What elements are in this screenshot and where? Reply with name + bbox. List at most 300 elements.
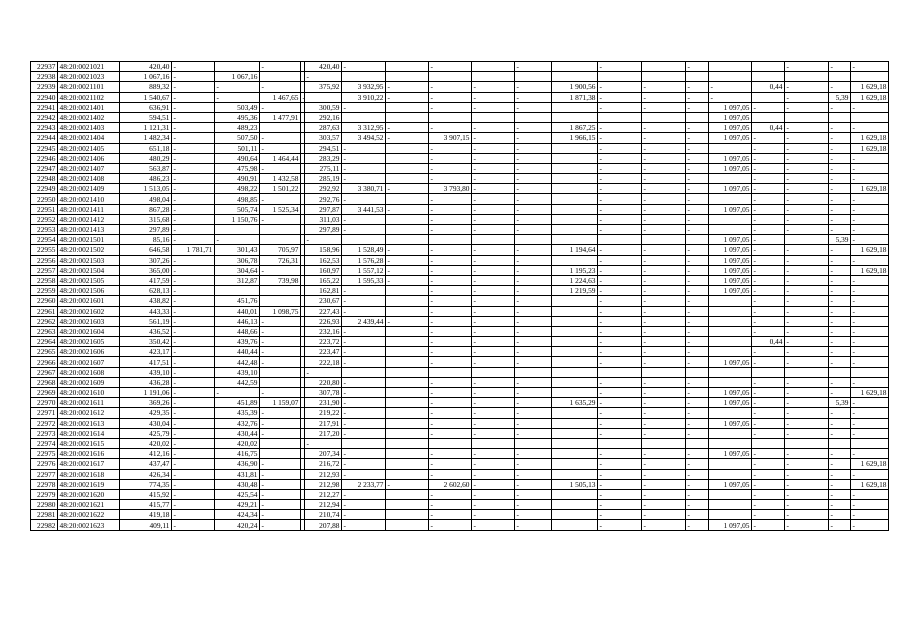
- value-cell: 1 097,05: [709, 112, 752, 122]
- value-cell: 5,39: [829, 92, 851, 102]
- value-cell: -: [515, 255, 552, 265]
- value-cell: -: [598, 286, 642, 296]
- value-cell: -: [598, 500, 642, 510]
- value-cell: 231,90: [305, 398, 342, 408]
- value-cell: -: [686, 347, 709, 357]
- value-cell: 1 097,05: [709, 184, 752, 194]
- value-cell: 285,19: [305, 174, 342, 184]
- table-row: [31, 275, 889, 285]
- value-cell: -: [686, 265, 709, 275]
- value-cell: -: [752, 459, 785, 469]
- value-cell: -: [686, 214, 709, 224]
- value-cell: 429,35: [120, 408, 172, 418]
- value-cell: -: [642, 510, 686, 520]
- value-cell: -: [515, 398, 552, 408]
- row-number-cell: 22968: [31, 377, 58, 387]
- value-cell: [552, 357, 598, 367]
- row-number-cell: 22947: [31, 163, 58, 173]
- value-cell: 1 097,05: [709, 398, 752, 408]
- value-cell: -: [785, 194, 829, 204]
- value-cell: -: [642, 398, 686, 408]
- value-cell: 303,57: [305, 133, 342, 143]
- value-cell: [552, 388, 598, 398]
- value-cell: -: [429, 265, 472, 275]
- value-cell: 420,40: [120, 62, 172, 72]
- value-cell: -: [515, 194, 552, 204]
- value-cell: 216,72: [305, 459, 342, 469]
- value-cell: -: [342, 62, 386, 72]
- value-cell: 1 067,16: [120, 72, 172, 82]
- value-cell: -: [172, 438, 215, 448]
- value-cell: [260, 286, 301, 296]
- value-cell: [552, 510, 598, 520]
- value-cell: -: [172, 326, 215, 336]
- value-cell: -: [472, 184, 515, 194]
- value-cell: 162,81: [305, 286, 342, 296]
- cadastral-number-cell: 48:20:0021602: [58, 306, 120, 316]
- row-number-cell: 22944: [31, 133, 58, 143]
- value-cell: -: [829, 123, 851, 133]
- value-cell: [386, 112, 429, 122]
- value-cell: -: [472, 255, 515, 265]
- value-cell: -: [686, 62, 709, 72]
- value-cell: -: [642, 479, 686, 489]
- table-row: [31, 408, 889, 418]
- value-cell: [386, 438, 429, 448]
- value-cell: -: [785, 510, 829, 520]
- value-cell: [686, 72, 709, 82]
- value-cell: -: [829, 143, 851, 153]
- value-cell: -: [642, 489, 686, 499]
- table-row: [31, 510, 889, 520]
- value-cell: -: [829, 459, 851, 469]
- value-cell: -: [515, 214, 552, 224]
- value-cell: -: [686, 418, 709, 428]
- value-cell: -: [785, 357, 829, 367]
- value-cell: -: [172, 123, 215, 133]
- value-cell: -: [598, 520, 642, 530]
- value-cell: -: [598, 296, 642, 306]
- value-cell: -: [785, 347, 829, 357]
- value-cell: -: [851, 123, 889, 133]
- value-cell: -: [172, 214, 215, 224]
- value-cell: -: [515, 225, 552, 235]
- value-cell: -: [642, 316, 686, 326]
- value-cell: -: [785, 459, 829, 469]
- value-cell: 436,28: [120, 377, 172, 387]
- value-cell: 1 097,05: [709, 265, 752, 275]
- cadastral-number-cell: 48:20:0021612: [58, 408, 120, 418]
- value-cell: 1 224,63: [552, 275, 598, 285]
- value-cell: -: [429, 306, 472, 316]
- cadastral-number-cell: 48:20:0021601: [58, 296, 120, 306]
- value-cell: -: [172, 347, 215, 357]
- value-cell: -: [851, 214, 889, 224]
- value-cell: 350,42: [120, 337, 172, 347]
- table-row: [31, 398, 889, 408]
- value-cell: -: [515, 449, 552, 459]
- value-cell: 212,98: [305, 479, 342, 489]
- value-cell: -: [686, 357, 709, 367]
- row-number-cell: 22973: [31, 428, 58, 438]
- value-cell: [386, 449, 429, 459]
- value-cell: -: [172, 286, 215, 296]
- value-cell: -: [686, 174, 709, 184]
- value-cell: -: [260, 102, 301, 112]
- value-cell: -: [785, 163, 829, 173]
- value-cell: -: [429, 326, 472, 336]
- value-cell: [472, 438, 515, 448]
- row-number-cell: 22963: [31, 326, 58, 336]
- value-cell: -: [429, 92, 472, 102]
- value-cell: -: [752, 347, 785, 357]
- value-cell: -: [686, 489, 709, 499]
- value-cell: -: [829, 204, 851, 214]
- value-cell: 1 432,58: [260, 174, 301, 184]
- value-cell: 1 194,64: [552, 245, 598, 255]
- value-cell: [386, 174, 429, 184]
- value-cell: -: [472, 153, 515, 163]
- value-cell: [386, 418, 429, 428]
- cadastral-number-cell: 48:20:0021608: [58, 367, 120, 377]
- value-cell: -: [829, 265, 851, 275]
- value-cell: -: [515, 306, 552, 316]
- value-cell: 1 097,05: [709, 520, 752, 530]
- value-cell: -: [172, 337, 215, 347]
- value-cell: 375,92: [305, 82, 342, 92]
- value-cell: 416,75: [215, 449, 260, 459]
- cadastral-number-cell: 48:20:0021623: [58, 520, 120, 530]
- row-number-cell: 22965: [31, 347, 58, 357]
- value-cell: -: [429, 398, 472, 408]
- value-cell: -: [686, 306, 709, 316]
- value-cell: -: [752, 194, 785, 204]
- value-cell: 160,97: [305, 265, 342, 275]
- value-cell: -: [829, 184, 851, 194]
- value-cell: -: [829, 255, 851, 265]
- value-cell: -: [598, 163, 642, 173]
- value-cell: [386, 459, 429, 469]
- value-cell: -: [851, 62, 889, 72]
- value-cell: 420,02: [120, 438, 172, 448]
- table-row: [31, 377, 889, 387]
- value-cell: 220,80: [305, 377, 342, 387]
- value-cell: -: [429, 388, 472, 398]
- value-cell: -: [829, 286, 851, 296]
- value-cell: -: [598, 489, 642, 499]
- value-cell: -: [851, 316, 889, 326]
- cadastral-number-cell: 48:20:0021407: [58, 163, 120, 173]
- value-cell: -: [342, 388, 386, 398]
- row-number-cell: 22966: [31, 357, 58, 367]
- value-cell: 207,34: [305, 449, 342, 459]
- value-cell: -: [260, 489, 301, 499]
- value-cell: -: [752, 265, 785, 275]
- value-cell: [642, 72, 686, 82]
- value-cell: -: [472, 296, 515, 306]
- value-cell: -: [851, 296, 889, 306]
- value-cell: -: [386, 82, 429, 92]
- value-cell: -: [752, 184, 785, 194]
- value-cell: -: [342, 418, 386, 428]
- value-cell: -: [342, 489, 386, 499]
- value-cell: -: [851, 102, 889, 112]
- value-cell: -: [429, 418, 472, 428]
- value-cell: [709, 428, 752, 438]
- value-cell: -: [642, 245, 686, 255]
- value-cell: -: [472, 489, 515, 499]
- value-cell: -: [642, 500, 686, 510]
- row-number-cell: 22971: [31, 408, 58, 418]
- value-cell: [260, 438, 301, 448]
- value-cell: -: [515, 326, 552, 336]
- cadastral-number-cell: 48:20:0021406: [58, 153, 120, 163]
- cadastral-number-cell: 48:20:0021617: [58, 459, 120, 469]
- value-cell: -: [515, 377, 552, 387]
- value-cell: -: [172, 357, 215, 367]
- value-cell: -: [472, 337, 515, 347]
- value-cell: [260, 72, 301, 82]
- value-cell: -: [686, 337, 709, 347]
- value-cell: -: [851, 357, 889, 367]
- value-cell: -: [598, 82, 642, 92]
- value-cell: 2 602,60: [429, 479, 472, 489]
- value-cell: -: [851, 174, 889, 184]
- value-cell: [709, 500, 752, 510]
- value-cell: [260, 235, 301, 245]
- value-cell: -: [642, 143, 686, 153]
- value-cell: [552, 337, 598, 347]
- value-cell: -: [342, 143, 386, 153]
- value-cell: [215, 225, 260, 235]
- value-cell: 563,87: [120, 163, 172, 173]
- value-cell: 1 635,29: [552, 398, 598, 408]
- value-cell: -: [598, 255, 642, 265]
- value-cell: -: [515, 510, 552, 520]
- value-cell: -: [829, 225, 851, 235]
- value-cell: -: [260, 133, 301, 143]
- value-cell: -: [342, 326, 386, 336]
- value-cell: -: [829, 62, 851, 72]
- cadastral-number-cell: 48:20:0021101: [58, 82, 120, 92]
- value-cell: -: [342, 377, 386, 387]
- value-cell: -: [785, 500, 829, 510]
- value-cell: 217,20: [305, 428, 342, 438]
- value-cell: -: [785, 184, 829, 194]
- value-cell: 1 528,49: [342, 245, 386, 255]
- value-cell: 498,85: [215, 194, 260, 204]
- value-cell: [552, 72, 598, 82]
- value-cell: -: [686, 184, 709, 194]
- table-row: [31, 316, 889, 326]
- value-cell: 440,44: [215, 347, 260, 357]
- value-cell: [552, 62, 598, 72]
- value-cell: 304,64: [215, 265, 260, 275]
- value-cell: -: [172, 143, 215, 153]
- value-cell: 1 097,05: [709, 479, 752, 489]
- value-cell: 223,47: [305, 347, 342, 357]
- value-cell: 446,13: [215, 316, 260, 326]
- value-cell: [386, 347, 429, 357]
- value-cell: 594,51: [120, 112, 172, 122]
- value-cell: [386, 520, 429, 530]
- value-cell: [472, 62, 515, 72]
- value-cell: 226,93: [305, 316, 342, 326]
- value-cell: -: [342, 408, 386, 418]
- value-cell: 561,19: [120, 316, 172, 326]
- value-cell: 3 910,22: [342, 92, 386, 102]
- value-cell: -: [515, 428, 552, 438]
- value-cell: [552, 367, 598, 377]
- value-cell: -: [429, 102, 472, 112]
- value-cell: [342, 112, 386, 122]
- value-cell: 1 097,05: [709, 286, 752, 296]
- value-cell: [552, 194, 598, 204]
- value-cell: -: [515, 153, 552, 163]
- value-cell: [785, 112, 829, 122]
- value-cell: 307,78: [305, 388, 342, 398]
- value-cell: [260, 449, 301, 459]
- value-cell: [552, 296, 598, 306]
- value-cell: -: [342, 398, 386, 408]
- value-cell: [342, 367, 386, 377]
- cadastral-number-cell: 48:20:0021506: [58, 286, 120, 296]
- value-cell: 1 150,76: [215, 214, 260, 224]
- value-cell: [386, 194, 429, 204]
- value-cell: -: [342, 337, 386, 347]
- value-cell: -: [172, 377, 215, 387]
- row-number-cell: 22980: [31, 500, 58, 510]
- value-cell: -: [515, 275, 552, 285]
- value-cell: 3 907,15: [429, 133, 472, 143]
- value-cell: -: [172, 469, 215, 479]
- value-cell: 1 482,34: [120, 133, 172, 143]
- value-cell: 436,52: [120, 326, 172, 336]
- value-cell: -: [172, 367, 215, 377]
- value-cell: [829, 72, 851, 82]
- value-cell: 1 629,18: [851, 92, 889, 102]
- value-cell: -: [515, 469, 552, 479]
- value-cell: -: [686, 449, 709, 459]
- table-row: [31, 72, 889, 82]
- value-cell: -: [642, 174, 686, 184]
- value-cell: [709, 408, 752, 418]
- value-cell: -: [386, 133, 429, 143]
- value-cell: -: [686, 510, 709, 520]
- value-cell: -: [172, 316, 215, 326]
- row-number-cell: 22964: [31, 337, 58, 347]
- value-cell: [472, 112, 515, 122]
- value-cell: -: [829, 418, 851, 428]
- value-cell: [552, 174, 598, 184]
- value-cell: 439,76: [215, 337, 260, 347]
- row-number-cell: 22961: [31, 306, 58, 316]
- value-cell: -: [260, 143, 301, 153]
- table-row: [31, 347, 889, 357]
- value-cell: 1 576,28: [342, 255, 386, 265]
- value-cell: 210,74: [305, 510, 342, 520]
- value-cell: -: [172, 225, 215, 235]
- value-cell: -: [851, 469, 889, 479]
- value-cell: -: [342, 347, 386, 357]
- value-cell: -: [386, 479, 429, 489]
- value-cell: -: [642, 214, 686, 224]
- value-cell: 1 629,18: [851, 133, 889, 143]
- value-cell: -: [642, 204, 686, 214]
- value-cell: -: [785, 408, 829, 418]
- value-cell: -: [785, 286, 829, 296]
- value-cell: -: [598, 316, 642, 326]
- value-cell: -: [260, 265, 301, 275]
- value-cell: [851, 72, 889, 82]
- value-cell: -: [260, 520, 301, 530]
- value-cell: -: [386, 316, 429, 326]
- value-cell: -: [472, 286, 515, 296]
- value-cell: 217,91: [305, 418, 342, 428]
- value-cell: 292,76: [305, 194, 342, 204]
- value-cell: -: [829, 337, 851, 347]
- value-cell: [642, 235, 686, 245]
- value-cell: -: [686, 92, 709, 102]
- value-cell: 1 159,07: [260, 398, 301, 408]
- value-cell: -: [829, 347, 851, 357]
- row-number-cell: 22954: [31, 235, 58, 245]
- value-cell: -: [515, 163, 552, 173]
- value-cell: -: [472, 143, 515, 153]
- value-cell: 430,48: [215, 479, 260, 489]
- value-cell: [752, 92, 785, 102]
- value-cell: -: [598, 418, 642, 428]
- value-cell: -: [686, 153, 709, 163]
- value-cell: [429, 367, 472, 377]
- value-cell: -: [752, 296, 785, 306]
- value-cell: -: [515, 316, 552, 326]
- value-cell: [552, 326, 598, 336]
- cadastral-number-cell: 48:20:0021606: [58, 347, 120, 357]
- value-cell: -: [829, 377, 851, 387]
- value-cell: 212,93: [305, 469, 342, 479]
- value-cell: -: [598, 143, 642, 153]
- value-cell: [709, 174, 752, 184]
- value-cell: -: [472, 357, 515, 367]
- value-cell: [386, 377, 429, 387]
- value-cell: -: [172, 428, 215, 438]
- value-cell: -: [642, 408, 686, 418]
- value-cell: 448,66: [215, 326, 260, 336]
- value-cell: -: [429, 489, 472, 499]
- value-cell: 439,10: [215, 367, 260, 377]
- row-number-cell: 22949: [31, 184, 58, 194]
- value-cell: -: [260, 418, 301, 428]
- table-row: [31, 143, 889, 153]
- value-cell: -: [752, 500, 785, 510]
- cadastral-number-cell: 48:20:0021604: [58, 326, 120, 336]
- table-body: [31, 62, 889, 531]
- value-cell: 227,43: [305, 306, 342, 316]
- value-cell: -: [429, 510, 472, 520]
- value-cell: -: [515, 102, 552, 112]
- value-cell: 436,90: [215, 459, 260, 469]
- value-cell: [515, 235, 552, 245]
- value-cell: [709, 438, 752, 448]
- value-cell: 1 505,13: [552, 479, 598, 489]
- value-cell: -: [172, 398, 215, 408]
- value-cell: [260, 225, 301, 235]
- value-cell: -: [851, 204, 889, 214]
- row-number-cell: 22956: [31, 255, 58, 265]
- value-cell: -: [429, 275, 472, 285]
- value-cell: -: [172, 82, 215, 92]
